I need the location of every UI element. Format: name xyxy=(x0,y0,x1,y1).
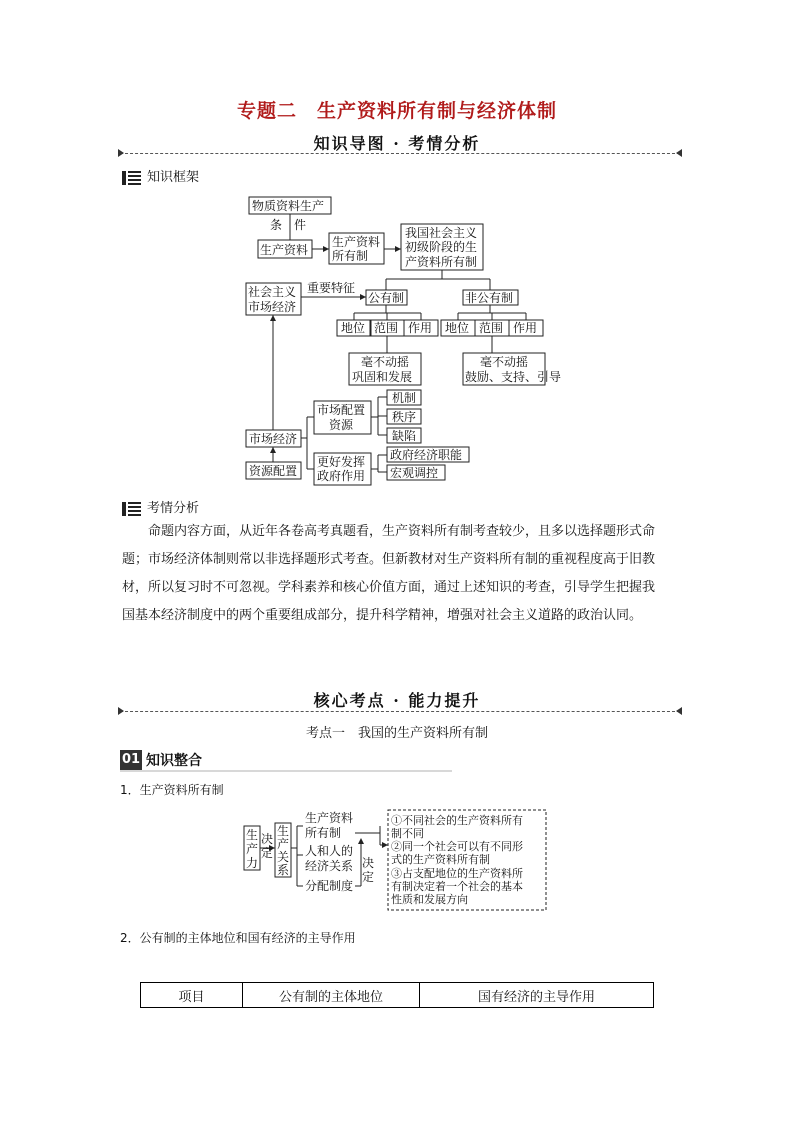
node-public-policy-line1: 毫不动摇 xyxy=(361,355,410,369)
knowledge-frame-label: 知识框架 xyxy=(147,170,200,185)
note-line-2: 制不同 xyxy=(391,827,424,840)
human-relations-line2: 经济关系 xyxy=(305,859,354,873)
ownership-line1: 生产资料 xyxy=(305,811,354,825)
note-line-3: ②同一个社会可以有不同形 xyxy=(391,840,523,853)
node-nonpublic-policy-line2: 鼓励、支持、引导 xyxy=(465,370,562,384)
node-order: 秩序 xyxy=(392,410,417,424)
table-header-row xyxy=(141,983,654,1008)
node-public-ownership: 公有制 xyxy=(368,291,405,305)
relations-char-2: 产 xyxy=(277,837,290,851)
productivity-char-2: 产 xyxy=(246,842,259,856)
exam-analysis-label: 考情分析 xyxy=(147,501,200,516)
node-nonpublic-scope: 范围 xyxy=(479,321,504,335)
table-header-item: 项目 xyxy=(141,983,243,1008)
label-condition: 条 件 xyxy=(270,218,307,232)
section-heading-map: 知识导图 · 考情分析 xyxy=(313,134,481,153)
relations-char-1: 生 xyxy=(277,824,290,838)
section-heading-core: 核心考点 · 能力提升 xyxy=(313,691,481,710)
item-2-label: 2．公有制的主体地位和国有经济的主导作用 xyxy=(120,931,356,945)
node-china-ownership-line3: 产资料所有制 xyxy=(405,255,478,269)
table-header-public-status: 公有制的主体地位 xyxy=(243,983,420,1008)
node-nonpublic-ownership: 非公有制 xyxy=(465,291,514,305)
node-market-allocation-line2: 资源 xyxy=(329,418,354,432)
item-1-label: 1．生产资料所有制 xyxy=(120,783,224,797)
note-line-6: 有制决定着一个社会的基本 xyxy=(391,880,523,893)
note-line-5: ③占支配地位的生产资料所 xyxy=(391,867,523,880)
comparison-table xyxy=(140,982,654,1008)
node-market-economy: 市场经济 xyxy=(249,432,298,446)
decide-left-char-1: 决 xyxy=(261,832,274,846)
note-line-1: ①不同社会的生产资料所有 xyxy=(391,814,523,827)
integration-number-badge: 01 xyxy=(120,750,142,770)
node-material-production: 物质资料生产 xyxy=(252,199,325,213)
productivity-char-1: 生 xyxy=(246,828,259,842)
decide-right-char-1: 决 xyxy=(362,856,375,870)
table-header-state-economy: 国有经济的主导作用 xyxy=(420,983,654,1008)
node-public-scope: 范围 xyxy=(374,321,399,335)
note-line-4: 式的生产资料所有制 xyxy=(391,853,490,866)
decide-right-char-2: 定 xyxy=(362,870,375,884)
decide-left-char-2: 定 xyxy=(261,846,274,860)
node-socialist-market-line2: 市场经济 xyxy=(248,300,297,314)
node-ownership-line1: 生产资料 xyxy=(332,235,381,249)
node-government-line1: 更好发挥 xyxy=(317,455,366,469)
exam-analysis-paragraph: 命题内容方面，从近年各卷高考真题看，生产资料所有制考查较少，且多以选择题形式命题；市场经济体制则常以非选择题形式考查。但新教材对生产资料所有制的重视程度高于旧教材，所以复习时不可忽视。学科素养和核心价值方面，通过上述知识的考查，引导学生把握我国基本经济制度中的两个重要组成部分，提升科学精神，增强对社会主义道路的政治认同。 xyxy=(122,524,656,623)
node-government-function: 政府经济职能 xyxy=(390,448,463,462)
node-socialist-market-line1: 社会主义 xyxy=(248,285,297,299)
node-china-ownership-line1: 我国社会主义 xyxy=(405,226,478,240)
integration-label: 知识整合 xyxy=(146,753,202,769)
node-public-status: 地位 xyxy=(341,321,366,335)
relations-char-4: 系 xyxy=(277,863,290,877)
productivity-char-3: 力 xyxy=(246,856,259,870)
label-key-feature: 重要特征 xyxy=(307,281,356,295)
human-relations-line1: 人和人的 xyxy=(305,844,354,858)
node-resource-allocation: 资源配置 xyxy=(249,464,298,478)
node-china-ownership-line2: 初级阶段的生 xyxy=(405,240,478,254)
node-market-allocation-line1: 市场配置 xyxy=(317,403,366,417)
node-nonpublic-status: 地位 xyxy=(445,321,470,335)
note-line-7: 性质和发展方向 xyxy=(391,893,468,906)
node-public-role: 作用 xyxy=(408,321,433,335)
node-defect: 缺陷 xyxy=(392,429,417,443)
page-title: 专题二 生产资料所有制与经济体制 xyxy=(236,100,557,122)
node-government-line2: 政府作用 xyxy=(317,469,366,483)
node-means-of-production: 生产资料 xyxy=(260,243,309,257)
ownership-line2: 所有制 xyxy=(305,826,342,840)
node-macro-control: 宏观调控 xyxy=(390,466,439,480)
node-nonpublic-policy-line1: 毫不动摇 xyxy=(480,355,529,369)
node-mechanism: 机制 xyxy=(392,391,417,405)
node-nonpublic-role: 作用 xyxy=(513,321,538,335)
distribution-system: 分配制度 xyxy=(305,879,354,893)
node-ownership-line2: 所有制 xyxy=(332,249,369,263)
relations-char-3: 关 xyxy=(277,850,290,864)
exam-point-title: 考点一 我国的生产资料所有制 xyxy=(305,726,488,741)
node-public-policy-line2: 巩固和发展 xyxy=(352,370,413,384)
